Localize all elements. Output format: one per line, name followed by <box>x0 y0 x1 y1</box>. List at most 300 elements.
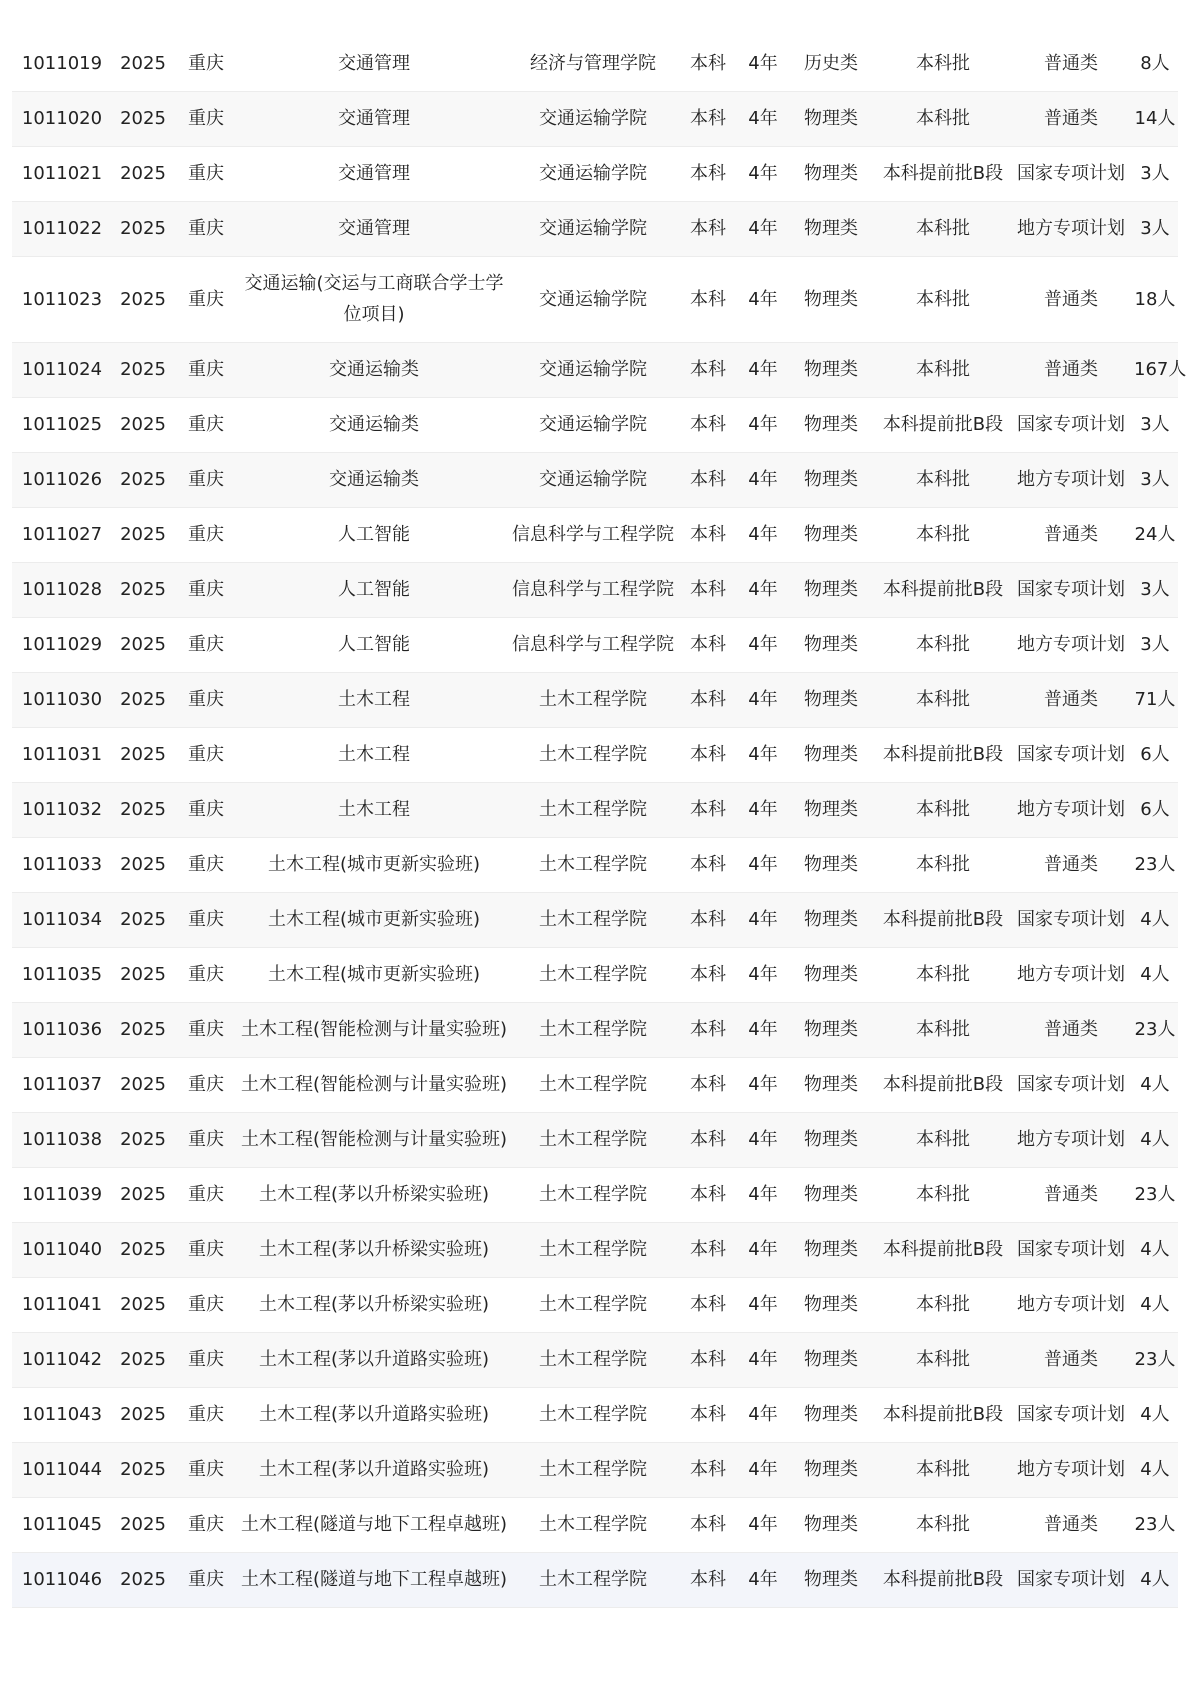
plan-type-cell: 国家专项计划 <box>1010 1222 1132 1277</box>
plan-type-cell: 地方专项计划 <box>1010 452 1132 507</box>
level-cell: 本科 <box>676 91 740 146</box>
subject-cell: 物理类 <box>786 91 876 146</box>
duration-cell: 4年 <box>740 892 786 947</box>
level-cell: 本科 <box>676 1387 740 1442</box>
table-row <box>12 1277 1178 1332</box>
duration-cell: 4年 <box>740 507 786 562</box>
table-row <box>12 397 1178 452</box>
batch-cell: 本科批 <box>876 256 1010 342</box>
enrollment-count-cell: 18人 <box>1132 256 1178 342</box>
table-row <box>12 342 1178 397</box>
table-row <box>12 507 1178 562</box>
college-cell: 土木工程学院 <box>510 892 676 947</box>
region-cell: 重庆 <box>174 146 238 201</box>
year-cell: 2025 <box>112 947 174 1002</box>
region-cell: 重庆 <box>174 1277 238 1332</box>
subject-cell: 物理类 <box>786 1222 876 1277</box>
major-cell: 人工智能 <box>238 507 510 562</box>
enrollment-count-cell: 23人 <box>1132 837 1178 892</box>
subject-cell: 物理类 <box>786 1497 876 1552</box>
year-cell: 2025 <box>112 1002 174 1057</box>
college-cell: 土木工程学院 <box>510 1387 676 1442</box>
plan-type-cell: 地方专项计划 <box>1010 1112 1132 1167</box>
duration-cell: 4年 <box>740 342 786 397</box>
table-row <box>12 1497 1178 1552</box>
plan-id-cell: 1011033 <box>12 837 112 892</box>
college-cell: 信息科学与工程学院 <box>510 562 676 617</box>
level-cell: 本科 <box>676 947 740 1002</box>
region-cell: 重庆 <box>174 1552 238 1607</box>
level-cell: 本科 <box>676 617 740 672</box>
duration-cell: 4年 <box>740 36 786 91</box>
region-cell: 重庆 <box>174 1497 238 1552</box>
year-cell: 2025 <box>112 201 174 256</box>
plan-type-cell: 普通类 <box>1010 36 1132 91</box>
plan-type-cell: 普通类 <box>1010 256 1132 342</box>
plan-id-cell: 1011038 <box>12 1112 112 1167</box>
plan-id-cell: 1011046 <box>12 1552 112 1607</box>
table-row <box>12 146 1178 201</box>
duration-cell: 4年 <box>740 256 786 342</box>
batch-cell: 本科批 <box>876 452 1010 507</box>
duration-cell: 4年 <box>740 1112 786 1167</box>
level-cell: 本科 <box>676 36 740 91</box>
college-cell: 土木工程学院 <box>510 1167 676 1222</box>
table-row <box>12 672 1178 727</box>
batch-cell: 本科提前批B段 <box>876 1222 1010 1277</box>
table-row <box>12 562 1178 617</box>
table-row <box>12 727 1178 782</box>
college-cell: 交通运输学院 <box>510 397 676 452</box>
enrollment-count-cell: 23人 <box>1132 1497 1178 1552</box>
enrollment-count-cell: 167人 <box>1132 342 1178 397</box>
table-row <box>12 617 1178 672</box>
table-row <box>12 1552 1178 1607</box>
plan-type-cell: 国家专项计划 <box>1010 1552 1132 1607</box>
subject-cell: 物理类 <box>786 1057 876 1112</box>
plan-type-cell: 普通类 <box>1010 342 1132 397</box>
region-cell: 重庆 <box>174 397 238 452</box>
duration-cell: 4年 <box>740 1497 786 1552</box>
batch-cell: 本科批 <box>876 1112 1010 1167</box>
plan-id-cell: 1011044 <box>12 1442 112 1497</box>
subject-cell: 物理类 <box>786 1387 876 1442</box>
year-cell: 2025 <box>112 342 174 397</box>
level-cell: 本科 <box>676 1112 740 1167</box>
batch-cell: 本科批 <box>876 507 1010 562</box>
plan-type-cell: 地方专项计划 <box>1010 947 1132 1002</box>
subject-cell: 物理类 <box>786 1002 876 1057</box>
college-cell: 土木工程学院 <box>510 947 676 1002</box>
region-cell: 重庆 <box>174 201 238 256</box>
level-cell: 本科 <box>676 342 740 397</box>
table-row <box>12 91 1178 146</box>
major-cell: 交通管理 <box>238 91 510 146</box>
plan-type-cell: 国家专项计划 <box>1010 727 1132 782</box>
plan-type-cell: 地方专项计划 <box>1010 201 1132 256</box>
year-cell: 2025 <box>112 1277 174 1332</box>
duration-cell: 4年 <box>740 452 786 507</box>
college-cell: 交通运输学院 <box>510 201 676 256</box>
plan-type-cell: 地方专项计划 <box>1010 1277 1132 1332</box>
level-cell: 本科 <box>676 672 740 727</box>
college-cell: 土木工程学院 <box>510 1222 676 1277</box>
year-cell: 2025 <box>112 617 174 672</box>
plan-id-cell: 1011020 <box>12 91 112 146</box>
level-cell: 本科 <box>676 837 740 892</box>
plan-id-cell: 1011028 <box>12 562 112 617</box>
batch-cell: 本科批 <box>876 1277 1010 1332</box>
plan-id-cell: 1011039 <box>12 1167 112 1222</box>
table-row <box>12 1222 1178 1277</box>
admission-plan-table-container <box>12 36 1187 1608</box>
plan-id-cell: 1011025 <box>12 397 112 452</box>
region-cell: 重庆 <box>174 1332 238 1387</box>
duration-cell: 4年 <box>740 1057 786 1112</box>
subject-cell: 物理类 <box>786 947 876 1002</box>
major-cell: 土木工程(城市更新实验班) <box>238 837 510 892</box>
level-cell: 本科 <box>676 1222 740 1277</box>
plan-type-cell: 普通类 <box>1010 672 1132 727</box>
table-row <box>12 1002 1178 1057</box>
level-cell: 本科 <box>676 1277 740 1332</box>
duration-cell: 4年 <box>740 782 786 837</box>
batch-cell: 本科批 <box>876 617 1010 672</box>
college-cell: 土木工程学院 <box>510 1332 676 1387</box>
plan-type-cell: 国家专项计划 <box>1010 146 1132 201</box>
level-cell: 本科 <box>676 1167 740 1222</box>
year-cell: 2025 <box>112 1057 174 1112</box>
college-cell: 经济与管理学院 <box>510 36 676 91</box>
level-cell: 本科 <box>676 1442 740 1497</box>
plan-id-cell: 1011040 <box>12 1222 112 1277</box>
subject-cell: 物理类 <box>786 727 876 782</box>
year-cell: 2025 <box>112 1167 174 1222</box>
major-cell: 交通管理 <box>238 36 510 91</box>
year-cell: 2025 <box>112 1112 174 1167</box>
table-row <box>12 1112 1178 1167</box>
enrollment-count-cell: 4人 <box>1132 1222 1178 1277</box>
year-cell: 2025 <box>112 36 174 91</box>
batch-cell: 本科批 <box>876 782 1010 837</box>
enrollment-count-cell: 3人 <box>1132 617 1178 672</box>
enrollment-count-cell: 23人 <box>1132 1332 1178 1387</box>
table-row <box>12 452 1178 507</box>
plan-id-cell: 1011043 <box>12 1387 112 1442</box>
plan-type-cell: 地方专项计划 <box>1010 617 1132 672</box>
batch-cell: 本科批 <box>876 947 1010 1002</box>
enrollment-count-cell: 3人 <box>1132 452 1178 507</box>
college-cell: 土木工程学院 <box>510 1497 676 1552</box>
plan-type-cell: 国家专项计划 <box>1010 562 1132 617</box>
batch-cell: 本科提前批B段 <box>876 892 1010 947</box>
batch-cell: 本科批 <box>876 672 1010 727</box>
subject-cell: 物理类 <box>786 397 876 452</box>
duration-cell: 4年 <box>740 1167 786 1222</box>
major-cell: 交通管理 <box>238 201 510 256</box>
batch-cell: 本科批 <box>876 1442 1010 1497</box>
college-cell: 交通运输学院 <box>510 342 676 397</box>
batch-cell: 本科批 <box>876 837 1010 892</box>
plan-id-cell: 1011021 <box>12 146 112 201</box>
plan-id-cell: 1011029 <box>12 617 112 672</box>
duration-cell: 4年 <box>740 397 786 452</box>
college-cell: 交通运输学院 <box>510 91 676 146</box>
batch-cell: 本科提前批B段 <box>876 562 1010 617</box>
enrollment-count-cell: 4人 <box>1132 1387 1178 1442</box>
subject-cell: 物理类 <box>786 1552 876 1607</box>
major-cell: 交通管理 <box>238 146 510 201</box>
enrollment-count-cell: 23人 <box>1132 1167 1178 1222</box>
duration-cell: 4年 <box>740 727 786 782</box>
plan-type-cell: 普通类 <box>1010 1332 1132 1387</box>
subject-cell: 物理类 <box>786 672 876 727</box>
level-cell: 本科 <box>676 256 740 342</box>
plan-id-cell: 1011042 <box>12 1332 112 1387</box>
batch-cell: 本科提前批B段 <box>876 397 1010 452</box>
table-row <box>12 837 1178 892</box>
college-cell: 土木工程学院 <box>510 1112 676 1167</box>
batch-cell: 本科批 <box>876 1002 1010 1057</box>
duration-cell: 4年 <box>740 837 786 892</box>
college-cell: 土木工程学院 <box>510 837 676 892</box>
enrollment-count-cell: 3人 <box>1132 562 1178 617</box>
subject-cell: 物理类 <box>786 1442 876 1497</box>
region-cell: 重庆 <box>174 782 238 837</box>
plan-type-cell: 普通类 <box>1010 91 1132 146</box>
year-cell: 2025 <box>112 1387 174 1442</box>
year-cell: 2025 <box>112 91 174 146</box>
major-cell: 土木工程(智能检测与计量实验班) <box>238 1112 510 1167</box>
table-row <box>12 892 1178 947</box>
admission-plan-table <box>12 36 1187 1608</box>
subject-cell: 物理类 <box>786 201 876 256</box>
table-row <box>12 782 1178 837</box>
major-cell: 土木工程(智能检测与计量实验班) <box>238 1057 510 1112</box>
duration-cell: 4年 <box>740 562 786 617</box>
plan-type-cell: 国家专项计划 <box>1010 892 1132 947</box>
enrollment-count-cell: 71人 <box>1132 672 1178 727</box>
year-cell: 2025 <box>112 727 174 782</box>
subject-cell: 历史类 <box>786 36 876 91</box>
major-cell: 土木工程(茅以升道路实验班) <box>238 1442 510 1497</box>
duration-cell: 4年 <box>740 146 786 201</box>
region-cell: 重庆 <box>174 1442 238 1497</box>
plan-id-cell: 1011034 <box>12 892 112 947</box>
table-row <box>12 1442 1178 1497</box>
level-cell: 本科 <box>676 1552 740 1607</box>
plan-type-cell: 地方专项计划 <box>1010 1442 1132 1497</box>
level-cell: 本科 <box>676 1497 740 1552</box>
year-cell: 2025 <box>112 892 174 947</box>
table-row <box>12 36 1178 91</box>
enrollment-count-cell: 6人 <box>1132 782 1178 837</box>
table-body <box>12 36 1187 1607</box>
subject-cell: 物理类 <box>786 256 876 342</box>
duration-cell: 4年 <box>740 1442 786 1497</box>
college-cell: 交通运输学院 <box>510 146 676 201</box>
plan-type-cell: 国家专项计划 <box>1010 1057 1132 1112</box>
region-cell: 重庆 <box>174 672 238 727</box>
batch-cell: 本科批 <box>876 1497 1010 1552</box>
plan-id-cell: 1011022 <box>12 201 112 256</box>
plan-type-cell: 普通类 <box>1010 837 1132 892</box>
batch-cell: 本科批 <box>876 1332 1010 1387</box>
table-row <box>12 1387 1178 1442</box>
plan-id-cell: 1011023 <box>12 256 112 342</box>
plan-type-cell: 国家专项计划 <box>1010 397 1132 452</box>
year-cell: 2025 <box>112 146 174 201</box>
year-cell: 2025 <box>112 1332 174 1387</box>
major-cell: 人工智能 <box>238 562 510 617</box>
plan-id-cell: 1011031 <box>12 727 112 782</box>
table-row <box>12 201 1178 256</box>
level-cell: 本科 <box>676 1057 740 1112</box>
plan-type-cell: 地方专项计划 <box>1010 782 1132 837</box>
enrollment-count-cell: 4人 <box>1132 947 1178 1002</box>
level-cell: 本科 <box>676 562 740 617</box>
level-cell: 本科 <box>676 782 740 837</box>
region-cell: 重庆 <box>174 562 238 617</box>
enrollment-count-cell: 23人 <box>1132 1002 1178 1057</box>
major-cell: 交通运输类 <box>238 452 510 507</box>
enrollment-count-cell: 4人 <box>1132 1112 1178 1167</box>
major-cell: 土木工程(茅以升桥梁实验班) <box>238 1167 510 1222</box>
region-cell: 重庆 <box>174 727 238 782</box>
plan-id-cell: 1011030 <box>12 672 112 727</box>
enrollment-count-cell: 4人 <box>1132 1057 1178 1112</box>
year-cell: 2025 <box>112 1222 174 1277</box>
region-cell: 重庆 <box>174 1387 238 1442</box>
college-cell: 土木工程学院 <box>510 672 676 727</box>
region-cell: 重庆 <box>174 1112 238 1167</box>
plan-id-cell: 1011035 <box>12 947 112 1002</box>
enrollment-count-cell: 3人 <box>1132 397 1178 452</box>
enrollment-count-cell: 3人 <box>1132 201 1178 256</box>
duration-cell: 4年 <box>740 947 786 1002</box>
major-cell: 土木工程 <box>238 782 510 837</box>
college-cell: 交通运输学院 <box>510 256 676 342</box>
college-cell: 土木工程学院 <box>510 1442 676 1497</box>
major-cell: 土木工程 <box>238 727 510 782</box>
year-cell: 2025 <box>112 782 174 837</box>
table-row <box>12 1167 1178 1222</box>
enrollment-count-cell: 6人 <box>1132 727 1178 782</box>
duration-cell: 4年 <box>740 1552 786 1607</box>
plan-id-cell: 1011045 <box>12 1497 112 1552</box>
college-cell: 交通运输学院 <box>510 452 676 507</box>
enrollment-count-cell: 24人 <box>1132 507 1178 562</box>
year-cell: 2025 <box>112 256 174 342</box>
major-cell: 土木工程(茅以升道路实验班) <box>238 1387 510 1442</box>
enrollment-count-cell: 4人 <box>1132 1552 1178 1607</box>
plan-type-cell: 国家专项计划 <box>1010 1387 1132 1442</box>
level-cell: 本科 <box>676 1002 740 1057</box>
major-cell: 土木工程(隧道与地下工程卓越班) <box>238 1552 510 1607</box>
region-cell: 重庆 <box>174 452 238 507</box>
year-cell: 2025 <box>112 672 174 727</box>
plan-id-cell: 1011032 <box>12 782 112 837</box>
year-cell: 2025 <box>112 507 174 562</box>
table-row <box>12 947 1178 1002</box>
duration-cell: 4年 <box>740 1277 786 1332</box>
batch-cell: 本科批 <box>876 1167 1010 1222</box>
plan-type-cell: 普通类 <box>1010 1167 1132 1222</box>
major-cell: 土木工程(茅以升桥梁实验班) <box>238 1277 510 1332</box>
year-cell: 2025 <box>112 452 174 507</box>
region-cell: 重庆 <box>174 256 238 342</box>
region-cell: 重庆 <box>174 36 238 91</box>
major-cell: 土木工程(城市更新实验班) <box>238 892 510 947</box>
major-cell: 交通运输类 <box>238 342 510 397</box>
year-cell: 2025 <box>112 562 174 617</box>
level-cell: 本科 <box>676 397 740 452</box>
level-cell: 本科 <box>676 892 740 947</box>
college-cell: 土木工程学院 <box>510 1057 676 1112</box>
enrollment-count-cell: 3人 <box>1132 146 1178 201</box>
college-cell: 土木工程学院 <box>510 727 676 782</box>
plan-id-cell: 1011036 <box>12 1002 112 1057</box>
batch-cell: 本科批 <box>876 201 1010 256</box>
level-cell: 本科 <box>676 146 740 201</box>
year-cell: 2025 <box>112 837 174 892</box>
duration-cell: 4年 <box>740 1332 786 1387</box>
table-row <box>12 1057 1178 1112</box>
subject-cell: 物理类 <box>786 1332 876 1387</box>
subject-cell: 物理类 <box>786 1112 876 1167</box>
subject-cell: 物理类 <box>786 892 876 947</box>
batch-cell: 本科批 <box>876 91 1010 146</box>
plan-id-cell: 1011026 <box>12 452 112 507</box>
subject-cell: 物理类 <box>786 837 876 892</box>
plan-type-cell: 普通类 <box>1010 507 1132 562</box>
batch-cell: 本科批 <box>876 36 1010 91</box>
subject-cell: 物理类 <box>786 1277 876 1332</box>
region-cell: 重庆 <box>174 342 238 397</box>
plan-type-cell: 普通类 <box>1010 1497 1132 1552</box>
college-cell: 信息科学与工程学院 <box>510 617 676 672</box>
region-cell: 重庆 <box>174 617 238 672</box>
table-row <box>12 256 1178 342</box>
region-cell: 重庆 <box>174 947 238 1002</box>
plan-id-cell: 1011027 <box>12 507 112 562</box>
subject-cell: 物理类 <box>786 507 876 562</box>
region-cell: 重庆 <box>174 1167 238 1222</box>
level-cell: 本科 <box>676 452 740 507</box>
batch-cell: 本科批 <box>876 342 1010 397</box>
region-cell: 重庆 <box>174 91 238 146</box>
level-cell: 本科 <box>676 727 740 782</box>
region-cell: 重庆 <box>174 1002 238 1057</box>
batch-cell: 本科提前批B段 <box>876 1387 1010 1442</box>
enrollment-count-cell: 8人 <box>1132 36 1178 91</box>
enrollment-count-cell: 4人 <box>1132 892 1178 947</box>
region-cell: 重庆 <box>174 837 238 892</box>
subject-cell: 物理类 <box>786 342 876 397</box>
subject-cell: 物理类 <box>786 1167 876 1222</box>
year-cell: 2025 <box>112 1497 174 1552</box>
level-cell: 本科 <box>676 1332 740 1387</box>
enrollment-count-cell: 14人 <box>1132 91 1178 146</box>
region-cell: 重庆 <box>174 507 238 562</box>
plan-id-cell: 1011019 <box>12 36 112 91</box>
batch-cell: 本科提前批B段 <box>876 727 1010 782</box>
college-cell: 土木工程学院 <box>510 1277 676 1332</box>
plan-id-cell: 1011041 <box>12 1277 112 1332</box>
subject-cell: 物理类 <box>786 782 876 837</box>
batch-cell: 本科提前批B段 <box>876 146 1010 201</box>
year-cell: 2025 <box>112 1442 174 1497</box>
